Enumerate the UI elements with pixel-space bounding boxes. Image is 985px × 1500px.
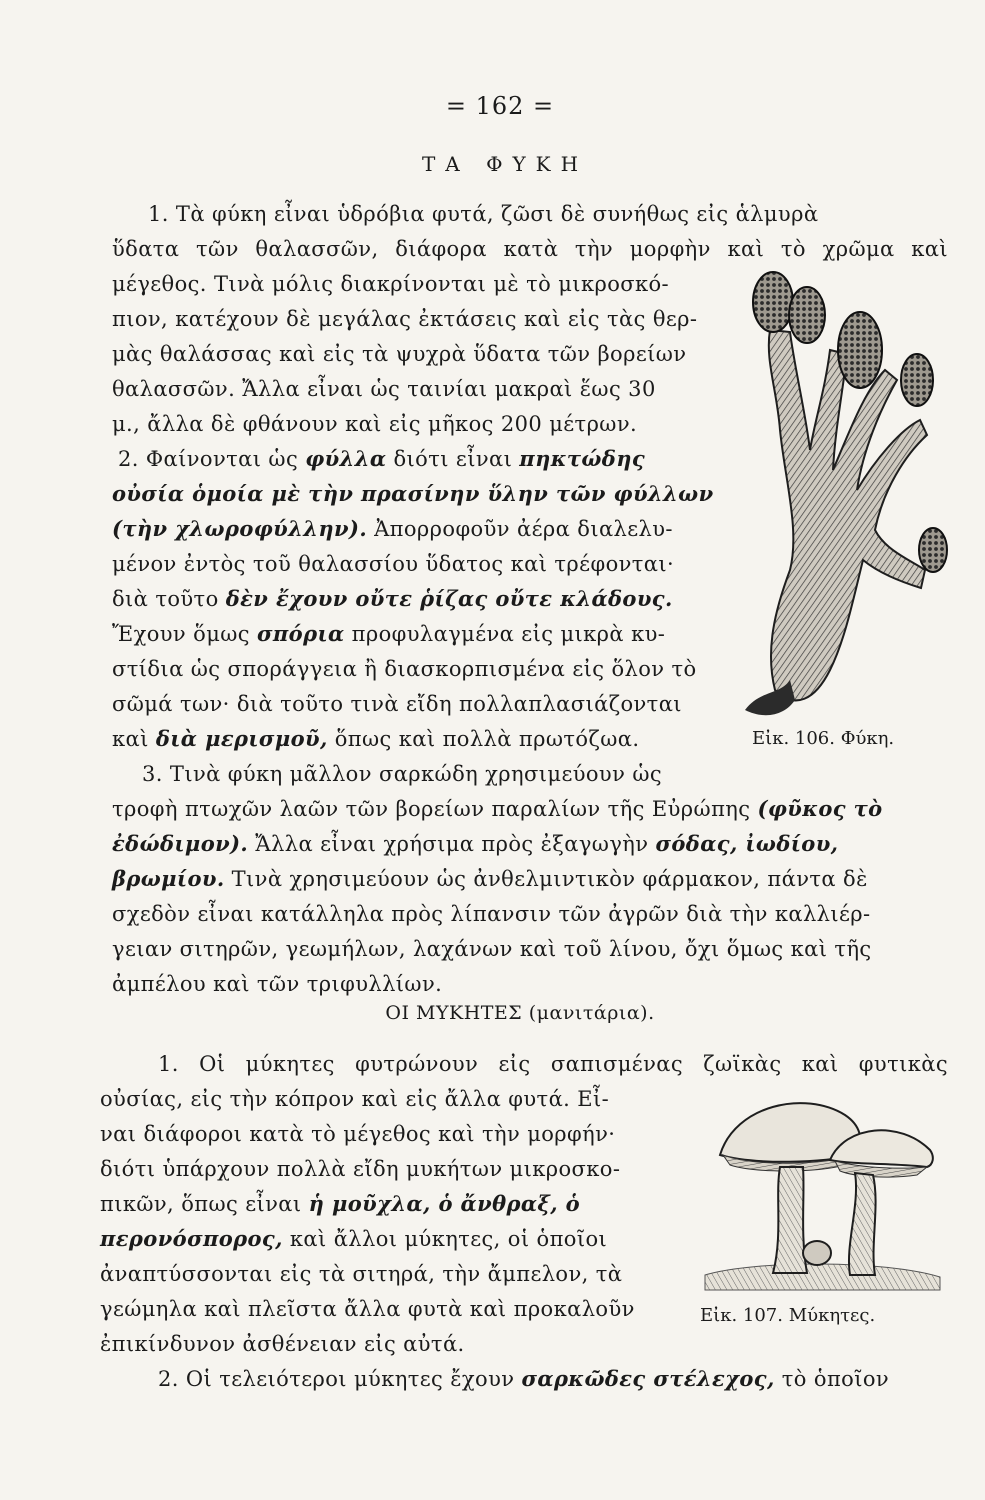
text-line	[158, 1365, 889, 1393]
text-line: μὰς θαλάσσας καὶ εἰς τὰ ψυχρὰ ὕδατα τῶν βορείων	[112, 342, 687, 366]
text-line: ὕδατα τῶν θαλασσῶν, διάφορα κατὰ τὴν μορφὴν καὶ τὸ χρῶμα καὶ	[112, 237, 948, 261]
text-run: προφυλαγμένα εἰς μικρὰ κυ-	[351, 622, 666, 646]
text-line	[112, 725, 639, 753]
mushroom-button	[803, 1241, 831, 1265]
text-run: Ἀπορροφοῦν ἀέρα διαλελυ-	[374, 517, 673, 541]
emphasis: ἐδώδιμον).	[112, 831, 249, 856]
mushroom-stem	[849, 1173, 876, 1275]
text-run: 2. Φαίνονται ὡς	[118, 447, 299, 471]
section-title-fungi: ΟΙ ΜΥΚΗΤΕΣ (μανιτάρια).	[385, 1002, 655, 1024]
emphasis: πηκτώδης	[519, 446, 646, 471]
emphasis: (τὴν χλωροφύλλην).	[112, 516, 368, 541]
text-line	[100, 1190, 580, 1218]
section-title-algae: ΤΑ ΦΥΚΗ	[421, 152, 589, 176]
emphasis: δὲν ἔχουν οὔτε ῥίζας οὔτε κλάδους.	[225, 586, 673, 611]
text-line: στίδια ὡς σποράγγεια ἢ διασκορπισμένα εἰς ὅλον τὸ	[112, 657, 697, 681]
text-line: πιον, κατέχουν δὲ μεγάλας ἐκτάσεις καὶ εἰς τὰς θερ-	[112, 307, 698, 331]
text-line: σχεδὸν εἶναι κατάλληλα πρὸς λίπανσιν τῶν ἀγρῶν διὰ τὴν καλλιέρ-	[112, 902, 871, 926]
text-line	[112, 795, 883, 823]
text-line: 1. Τὰ φύκη εἶναι ὑδρόβια φυτά, ζῶσι δὲ συνήθως εἰς ἁλμυρὰ	[148, 202, 819, 226]
text-run: διὰ τοῦτο	[112, 587, 219, 611]
sporangium	[838, 312, 882, 388]
text-run: Τινὰ χρησιμεύουν ὡς ἀνθελμιντικὸν φάρμακον, πάντα δὲ	[231, 867, 868, 891]
text-line: ἀναπτύσσονται εἰς τὰ σιτηρά, τὴν ἄμπελον, τὰ	[100, 1262, 623, 1286]
page-number: = 162 =	[445, 92, 555, 120]
emphasis: σαρκῶδες στέλεχος,	[521, 1366, 775, 1391]
text-line: ναι διάφοροι κατὰ τὸ μέγεθος καὶ τὴν μορφήν·	[100, 1122, 616, 1146]
text-run: τὸ ὁποῖον	[781, 1367, 890, 1391]
text-line	[112, 585, 673, 613]
text-line: 3. Τινὰ φύκη μᾶλλον σαρκώδη χρησιμεύουν ὡς	[142, 762, 663, 786]
emphasis: (φῦκος τὸ	[757, 796, 883, 821]
text-line	[112, 515, 673, 543]
text-line: ἀμπέλου καὶ τῶν τριφυλλίων.	[112, 972, 443, 996]
text-line	[112, 620, 665, 648]
text-run: διότι εἶναι	[393, 447, 513, 471]
seaweed-illustration	[735, 270, 950, 730]
text-line: διότι ὑπάρχουν πολλὰ εἴδη μυκήτων μικροσκο-	[100, 1157, 621, 1181]
text-line: θαλασσῶν. Ἄλλα εἶναι ὡς ταινίαι μακραὶ ἕως 30	[112, 377, 656, 401]
text-run: πικῶν, ὅπως εἶναι	[100, 1192, 302, 1216]
emphasis: ἡ μοῦχλα, ὁ ἄνθραξ, ὁ	[308, 1191, 581, 1216]
text-run: τροφὴ πτωχῶν λαῶν τῶν βορείων παραλίων τῆς Εὐρώπης	[112, 797, 751, 821]
sporangium	[753, 272, 793, 332]
emphasis: σόδας, ἰωδίου,	[655, 831, 839, 856]
figure-caption-107: Εἰκ. 107. Μύκητες.	[700, 1305, 876, 1326]
emphasis: περονόσπορος,	[100, 1226, 283, 1251]
text-line	[112, 865, 868, 893]
text-line: οὐσίας, εἰς τὴν κόπρον καὶ εἰς ἄλλα φυτά. Εἶ-	[100, 1087, 610, 1111]
text-line: μ., ἄλλα δὲ φθάνουν καὶ εἰς μῆκος 200 μέτρων.	[112, 412, 638, 436]
text-run: Ἄλλα εἶναι χρήσιμα πρὸς ἐξαγωγὴν	[255, 832, 649, 856]
emphasis: διὰ μερισμοῦ,	[155, 726, 328, 751]
mushrooms-illustration	[695, 1085, 945, 1295]
sporangium	[789, 287, 825, 343]
text-line	[112, 830, 838, 858]
text-line-bold: οὐσία ὁμοία μὲ τὴν πρασίνην ὕλην τῶν φύλλων	[112, 481, 714, 506]
text-run: καὶ	[112, 727, 149, 751]
emphasis: φύλλα	[305, 446, 387, 471]
sporangium	[919, 528, 947, 572]
sporangium	[901, 354, 933, 406]
text-run: καὶ ἄλλοι μύκητες, οἱ ὁποῖοι	[289, 1227, 608, 1251]
figure-caption-106: Εἰκ. 106. Φύκη.	[752, 728, 895, 749]
mushroom-stem	[773, 1167, 807, 1273]
text-line: 1. Οἱ μύκητες φυτρώνουν εἰς σαπισμένας ζωϊκὰς καὶ φυτικὰς	[158, 1052, 948, 1076]
text-line: ἐπικίνδυνον ἀσθένειαν εἰς αὐτά.	[100, 1332, 465, 1356]
text-run: 2. Οἱ τελειότεροι μύκητες ἔχουν	[158, 1367, 515, 1391]
text-run: ὅπως καὶ πολλὰ πρωτόζωα.	[334, 727, 640, 751]
text-run: Ἔχουν ὅμως	[112, 622, 250, 646]
text-line	[118, 445, 645, 473]
text-line: μέγεθος. Τινὰ μόλις διακρίνονται μὲ τὸ μικροσκό-	[112, 272, 670, 296]
text-line: γεώμηλα καὶ πλεῖστα ἄλλα φυτὰ καὶ προκαλοῦν	[100, 1297, 635, 1321]
text-line	[100, 1225, 607, 1253]
emphasis: σπόρια	[257, 621, 345, 646]
emphasis: βρωμίου.	[112, 866, 225, 891]
text-line: μένον ἐντὸς τοῦ θαλασσίου ὕδατος καὶ τρέφονται·	[112, 552, 675, 576]
text-line: σῶμά των· διὰ τοῦτο τινὰ εἴδη πολλαπλασιάζονται	[112, 692, 682, 716]
text-line: γειαν σιτηρῶν, γεωμήλων, λαχάνων καὶ τοῦ λίνου, ὄχι ὅμως καὶ τῆς	[112, 937, 872, 961]
